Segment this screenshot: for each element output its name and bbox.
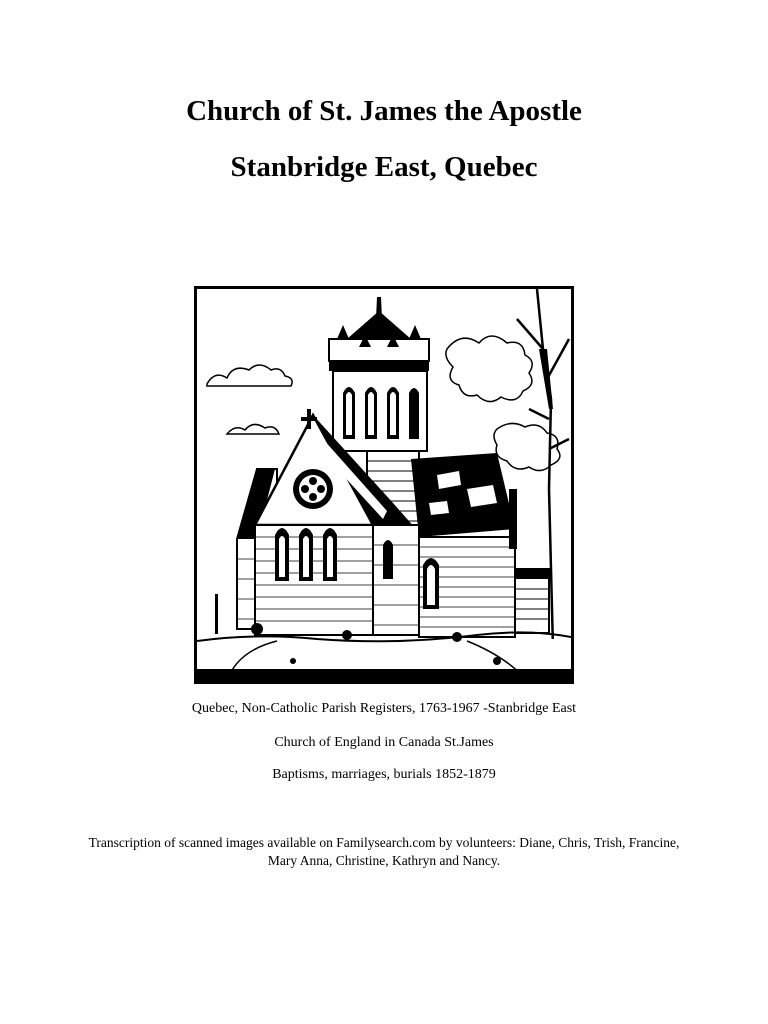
document-subtitle: Stanbridge East, Quebec xyxy=(230,151,538,183)
tree-trunk xyxy=(539,349,553,409)
transcription-credits: Transcription of scanned images available on Familysearch.com by volunteers: Diane, Chris, Trish, Francine, Mary Anna, Christine, Kathryn and Nancy. xyxy=(88,835,680,868)
church-right-roof xyxy=(411,453,515,537)
records-caption: Baptisms, marriages, burials 1852-1879 xyxy=(272,767,496,782)
source-caption: Quebec, Non-Catholic Parish Registers, 1763-1967 -Stanbridge East xyxy=(191,701,577,716)
church-illustration xyxy=(194,286,574,684)
church-annex xyxy=(515,569,549,633)
document-title: Church of St. James the Apostle xyxy=(186,95,582,127)
church-drawing-svg xyxy=(197,289,571,681)
church-caption: Church of England in Canada St.James xyxy=(274,735,494,750)
